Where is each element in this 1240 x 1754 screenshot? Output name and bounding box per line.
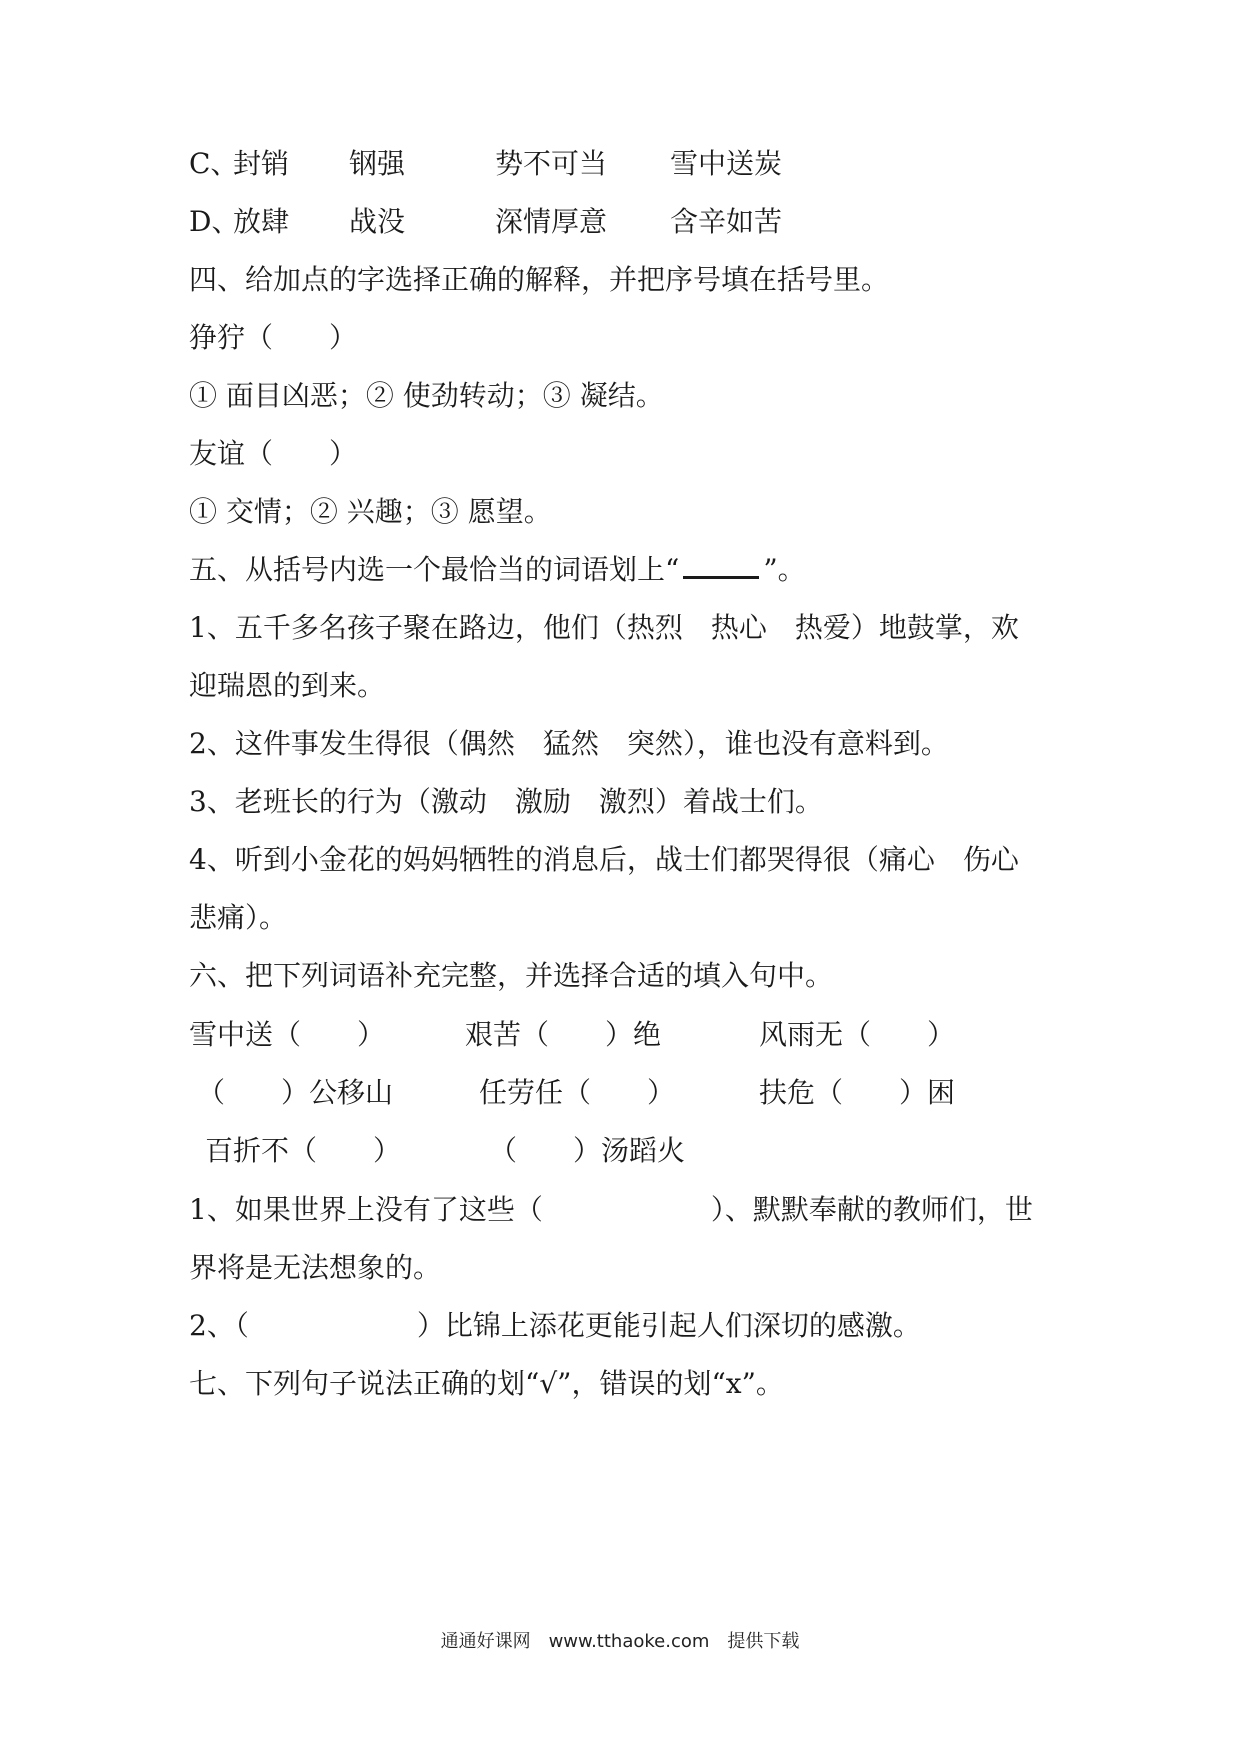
q4-heading: 四、给加点的字选择正确的解释，并把序号填在括号里。: [189, 263, 890, 296]
fill-word: （ ）汤蹈火: [489, 1134, 686, 1167]
option-word: 深情厚意: [495, 205, 608, 238]
q5-item: 4、听到小金花的妈妈牺牲的消息后，战士们都哭得很（痛心 伤心: [189, 843, 1019, 876]
fill-word: 扶危（ ）困: [759, 1076, 956, 1109]
q5-item: 悲痛）。: [189, 901, 288, 934]
underline-sample: [683, 554, 759, 579]
q5-heading-tail: ”。: [763, 553, 806, 586]
q6-sentence: 1、如果世界上没有了这些（ ）、默默奉献的教师们，世: [189, 1193, 1033, 1226]
option-word: 钢强: [349, 147, 406, 180]
q6-heading: 六、把下列词语补充完整，并选择合适的填入句中。: [189, 959, 834, 992]
q4-item-word: 狰狞（ ）: [189, 321, 358, 354]
fill-word: 雪中送（ ）: [189, 1018, 386, 1051]
fill-word: 风雨无（ ）: [759, 1018, 956, 1051]
option-word: 含辛如苦: [670, 205, 783, 238]
q5-heading: [189, 552, 806, 588]
fill-word: 百折不（ ）: [205, 1134, 402, 1167]
q5-item: 1、五千多名孩子聚在路边，他们（热烈 热心 热爱）地鼓掌，欢: [189, 611, 1019, 644]
q4-item-word: 友谊（ ）: [189, 437, 358, 470]
page-footer: 通通好课网 www.tthaoke.com 提供下载: [440, 1631, 800, 1652]
q7-heading: 七、下列句子说法正确的划“√”，错误的划“x”。: [189, 1367, 784, 1400]
fill-word: （ ）公移山: [197, 1076, 394, 1109]
q6-sentence: 2、（ ）比锦上添花更能引起人们深切的感激。: [189, 1309, 921, 1342]
q5-item: 3、老班长的行为（激动 激励 激烈）着战士们。: [189, 785, 823, 818]
fill-word: 任劳任（ ）: [479, 1076, 676, 1109]
option-label: D、: [189, 205, 240, 238]
fill-word: 艰苦（ ）绝: [465, 1018, 662, 1051]
option-word: 雪中送炭: [670, 147, 783, 180]
option-word: 势不可当: [495, 147, 608, 180]
q5-heading-text: 五、从括号内选一个最恰当的词语划上“: [189, 553, 680, 586]
q4-item-options: ① 交情；② 兴趣；③ 愿望。: [189, 495, 552, 528]
q5-item: 迎瑞恩的到来。: [189, 669, 386, 702]
option-label: C、: [189, 147, 239, 180]
option-word: 放肆: [233, 205, 290, 238]
q6-sentence: 界将是无法想象的。: [189, 1251, 442, 1284]
option-word: 封销: [233, 147, 290, 180]
q4-item-options: ① 面目凶恶；② 使劲转动；③ 凝结。: [189, 379, 664, 412]
option-word: 战没: [349, 205, 406, 238]
q5-item: 2、这件事发生得很（偶然 猛然 突然），谁也没有意料到。: [189, 727, 949, 760]
